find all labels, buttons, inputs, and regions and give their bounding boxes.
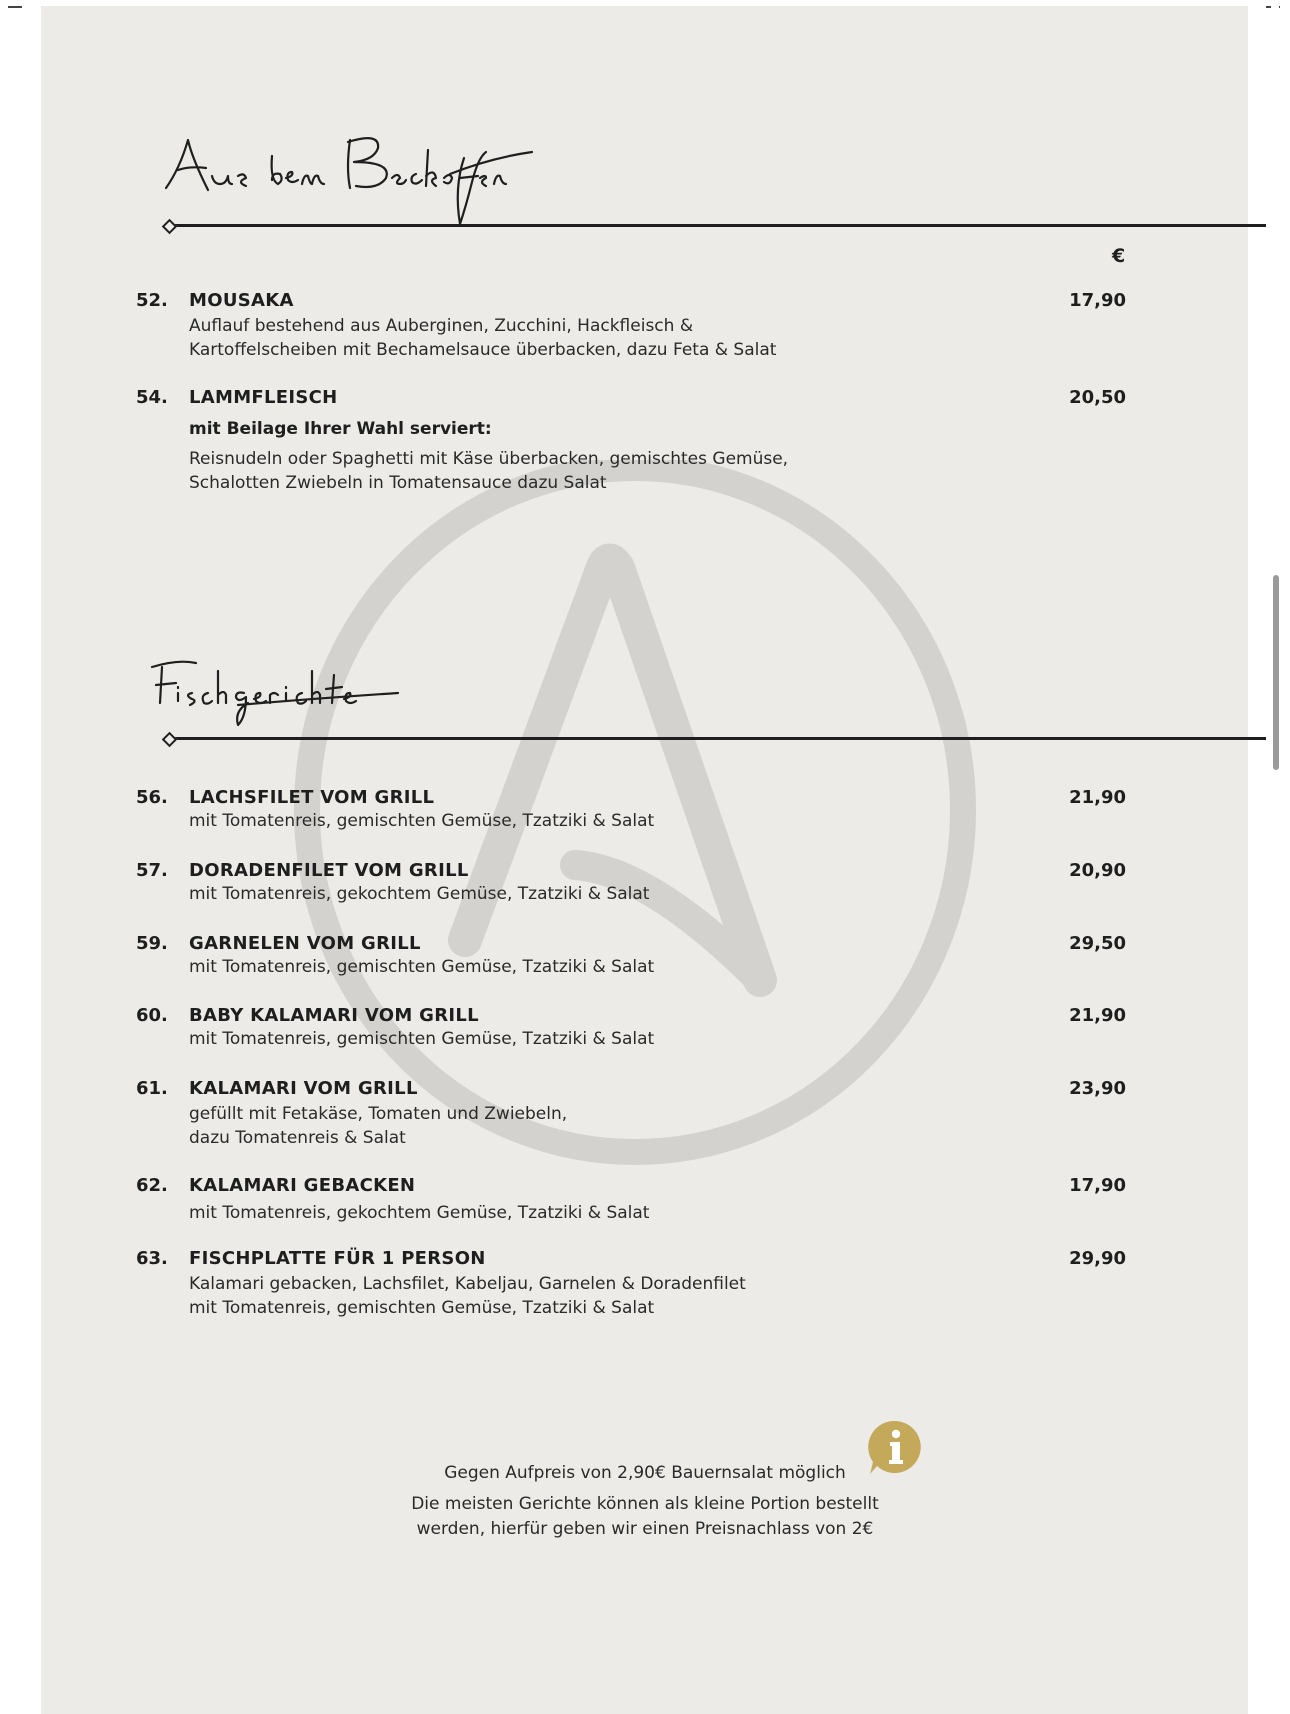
currency-header: € — [1112, 245, 1126, 267]
description-line: mit Tomatenreis, gekochtem Gemüse, Tzatziki & Salat — [189, 884, 650, 904]
section-rule-fish — [170, 737, 1266, 740]
item-description — [189, 1272, 746, 1320]
item-price: 20,90 — [1069, 860, 1126, 881]
item-number: 63. — [136, 1248, 168, 1269]
item-price: 29,50 — [1069, 933, 1126, 954]
scrollbar-track[interactable] — [1271, 0, 1279, 1714]
item-description — [189, 955, 654, 979]
description-line: gefüllt mit Fetakäse, Tomaten und Zwiebeln, — [189, 1104, 568, 1124]
item-name: KALAMARI VOM GRILL — [189, 1078, 418, 1099]
section-heading-oven-script — [160, 128, 540, 238]
scrollbar-thumb[interactable] — [1273, 575, 1279, 770]
item-number: 61. — [136, 1078, 168, 1099]
note-line: Die meisten Gerichte können als kleine Portion bestellt — [411, 1494, 879, 1514]
item-number: 52. — [136, 290, 168, 311]
description-line: dazu Tomatenreis & Salat — [189, 1128, 406, 1148]
item-description — [189, 809, 654, 833]
description-line: Reisnudeln oder Spaghetti mit Käse überbacken, gemischtes Gemüse, — [189, 449, 789, 469]
item-price: 21,90 — [1069, 787, 1126, 808]
description-line: Auflauf bestehend aus Auberginen, Zucchini, Hackfleisch & — [189, 316, 694, 336]
item-description — [189, 882, 649, 906]
item-price: 17,90 — [1069, 290, 1126, 311]
description-line: Kalamari gebacken, Lachsfilet, Kabeljau, Garnelen & Doradenfilet — [189, 1274, 746, 1294]
item-name: LAMMFLEISCH — [189, 387, 338, 408]
item-price: 20,50 — [1069, 387, 1126, 408]
item-description — [189, 1102, 567, 1150]
item-number: 57. — [136, 860, 168, 881]
item-name: BABY KALAMARI VOM GRILL — [189, 1005, 479, 1026]
section-heading-fish — [150, 670, 157, 671]
item-price: 17,90 — [1069, 1175, 1126, 1196]
section-heading-oven — [160, 150, 169, 151]
item-name: MOUSAKA — [189, 290, 294, 311]
note-line: werden, hierfür geben wir einen Preisnachlass von 2€ — [416, 1519, 874, 1539]
item-description — [189, 314, 776, 362]
description-line: Schalotten Zwiebeln in Tomatensauce dazu Salat — [189, 473, 607, 493]
item-subheading: mit Beilage Ihrer Wahl serviert: — [189, 419, 492, 439]
item-name: LACHSFILET VOM GRILL — [189, 787, 435, 808]
item-name: DORADENFILET VOM GRILL — [189, 860, 469, 881]
item-name: GARNELEN VOM GRILL — [189, 933, 421, 954]
item-description — [189, 447, 788, 495]
page-edge-tick-left — [8, 6, 22, 8]
description-line: Kartoffelscheiben mit Bechamelsauce überbacken, dazu Feta & Salat — [189, 340, 777, 360]
item-name: FISCHPLATTE FÜR 1 PERSON — [189, 1248, 486, 1269]
item-price: 29,90 — [1069, 1248, 1126, 1269]
description-line: mit Tomatenreis, gemischten Gemüse, Tzatziki & Salat — [189, 957, 655, 977]
description-line: mit Tomatenreis, gemischten Gemüse, Tzatziki & Salat — [189, 811, 655, 831]
description-line: mit Tomatenreis, gekochtem Gemüse, Tzatziki & Salat — [189, 1203, 650, 1223]
item-number: 59. — [136, 933, 168, 954]
description-line: mit Tomatenreis, gemischten Gemüse, Tzatziki & Salat — [189, 1298, 655, 1318]
item-number: 60. — [136, 1005, 168, 1026]
item-number: 62. — [136, 1175, 168, 1196]
item-description — [189, 1027, 654, 1051]
item-price: 23,90 — [1069, 1078, 1126, 1099]
section-heading-fish-script — [148, 655, 408, 735]
item-price: 21,90 — [1069, 1005, 1126, 1026]
surcharge-note: Gegen Aufpreis von 2,90€ Bauernsalat möglich — [444, 1463, 846, 1483]
item-description — [189, 1201, 649, 1225]
description-line: mit Tomatenreis, gemischten Gemüse, Tzatziki & Salat — [189, 1029, 655, 1049]
small-portion-note — [400, 1492, 890, 1542]
item-name: KALAMARI GEBACKEN — [189, 1175, 416, 1196]
item-number: 56. — [136, 787, 168, 808]
section-rule-oven — [170, 224, 1266, 227]
item-number: 54. — [136, 387, 168, 408]
